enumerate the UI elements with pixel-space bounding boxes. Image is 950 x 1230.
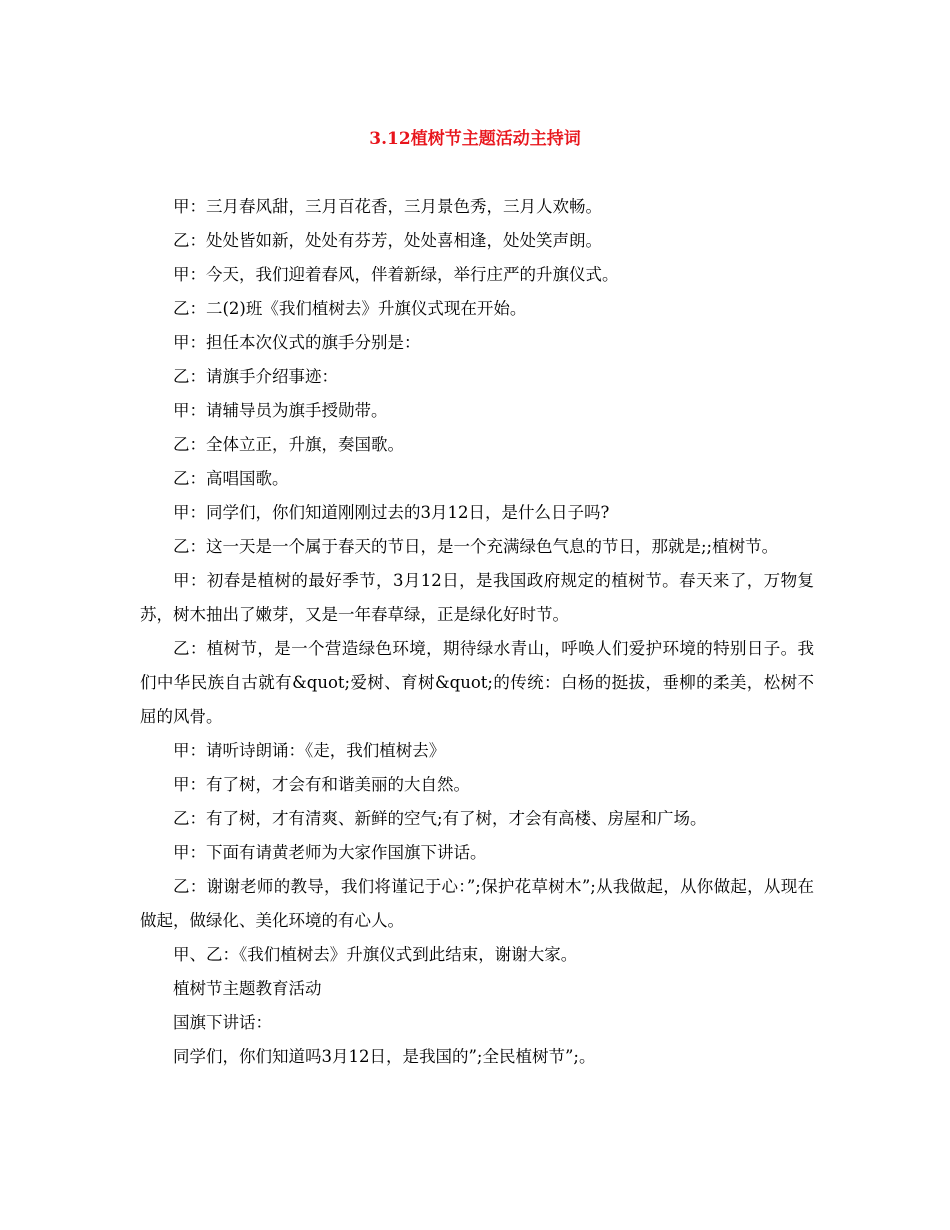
paragraph: 同学们，你们知道吗3月12日，是我国的”;全民植树节”;。	[173, 1047, 596, 1066]
document-title: 3.12植树节主题活动主持词	[369, 129, 581, 149]
paragraph: 甲：今天，我们迎着春风，伴着新绿，举行庄严的升旗仪式。	[173, 265, 619, 284]
paragraph: 乙：二(2)班《我们植树去》升旗仪式现在开始。	[173, 299, 527, 318]
paragraph: 乙：全体立正，升旗，奏国歌。	[173, 435, 404, 454]
paragraph: 甲、乙：《我们植树去》升旗仪式到此结束，谢谢大家。	[173, 945, 578, 964]
paragraph: 甲：下面有请黄老师为大家作国旗下讲话。	[173, 843, 487, 862]
paragraph: 乙：请旗手介绍事迹：	[173, 367, 338, 386]
paragraph: 甲：三月春风甜，三月百花香，三月景色秀，三月人欢畅。	[173, 197, 602, 216]
paragraph: 植树节主题教育活动	[173, 979, 322, 998]
paragraph: 甲：有了树，才会有和谐美丽的大自然。	[173, 775, 470, 794]
paragraph: 乙：谢谢老师的教导，我们将谨记于心：”;保护花草树木”;从我做起，从你做起，从现在做起，做绿化、美化环境的有心人。	[140, 877, 814, 930]
paragraph: 乙：这一天是一个属于春天的节日，是一个充满绿色气息的节日，那就是;;植树节。	[173, 537, 779, 556]
paragraph: 乙：处处皆如新，处处有芬芳，处处喜相逢，处处笑声朗。	[173, 231, 602, 250]
document-body	[140, 190, 814, 1074]
paragraph: 甲：担任本次仪式的旗手分别是：	[173, 333, 421, 352]
paragraph: 乙：高唱国歌。	[173, 469, 289, 488]
paragraph: 甲：请辅导员为旗手授勋带。	[173, 401, 388, 420]
paragraph: 国旗下讲话：	[173, 1013, 272, 1032]
paragraph: 甲：请听诗朗诵：《走，我们植树去》	[173, 741, 446, 760]
paragraph: 乙：有了树，才有清爽、新鲜的空气;有了树，才会有高楼、房屋和广场。	[173, 809, 707, 828]
paragraph: 甲：初春是植树的最好季节，3月12日，是我国政府规定的植树节。春天来了，万物复苏，树木抽出了嫩芽，又是一年春草绿，正是绿化好时节。	[140, 571, 814, 624]
paragraph: 甲：同学们，你们知道刚刚过去的3月12日，是什么日子吗?	[173, 503, 610, 522]
paragraph: 乙：植树节，是一个营造绿色环境，期待绿水青山，呼唤人们爱护环境的特别日子。我们中华民族自古就有&quot;爱树、育树&quot;的传统：白杨的挺拔，垂柳的柔美，松树不屈的风骨。	[140, 639, 814, 726]
